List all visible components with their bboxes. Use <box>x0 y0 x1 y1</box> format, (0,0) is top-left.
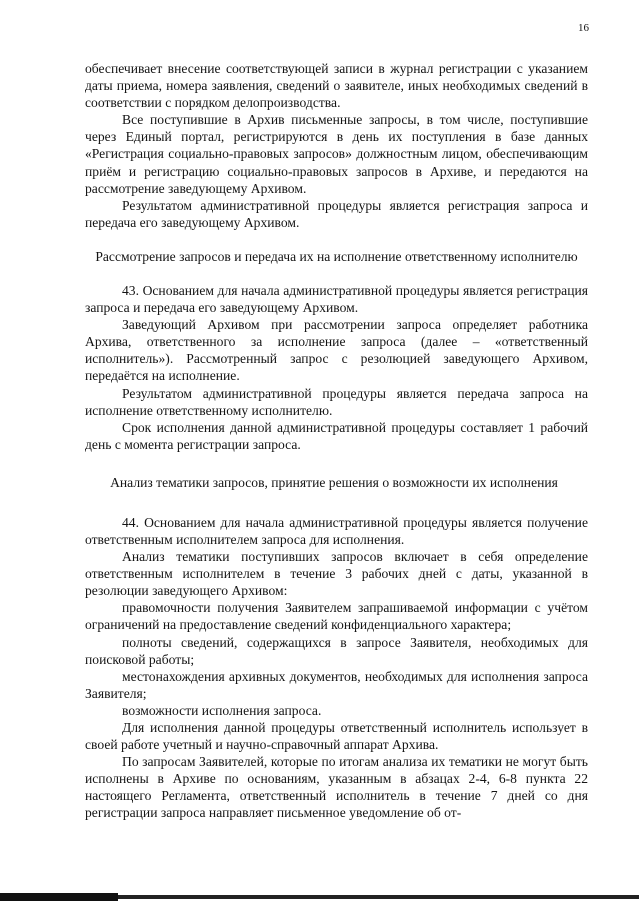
paragraph-item-43: 43. Основанием для начала административной процедуры является регистрация запроса и передача его заведующему Архивом. <box>85 282 588 316</box>
scan-edge-bar-thin <box>118 895 639 899</box>
paragraph-review-result: Результатом административной процедуры является передача запроса на исполнение ответственному исполнителю. <box>85 385 588 418</box>
scan-edge-bar <box>0 893 639 901</box>
list-item-feasibility: возможности исполнения запроса. <box>122 702 322 718</box>
paragraph-registration: Все поступившие в Архив письменные запросы, в том числе, поступившие через Единый портал, регистрируются в день их поступления в базе данных «Регистрация социально-правовых запросов» должностным лицом, обеспечивающим приём и регистрацию социально-правовых запросов в Архиве, и передаются на рассмотрение заведующему Архивом. <box>85 112 588 196</box>
section-heading-analysis: Анализ тематики запросов, принятие решения о возможности их исполнения <box>110 474 558 490</box>
paragraph-item-44: 44. Основанием для начала административной процедуры является получение ответственным исполнителем запроса для исполнения. <box>85 514 588 547</box>
document-body <box>85 60 588 822</box>
paragraph-refusal-notice: По запросам Заявителей, которые по итогам анализа их тематики не могут быть исполнены в Архиве по основаниям, указанным в абзацах 2-4, 6-8 пункта 22 настоящего Регламента, ответственный исполнитель в течение 7 дней со дня регистрации запроса направляет письменное уведомление об от- <box>85 754 588 821</box>
paragraph-reference-apparatus: Для исполнения данной процедуры ответственный исполнитель использует в своей работе учетный и научно-справочный аппарат Архива. <box>85 720 588 753</box>
section-heading-review: Рассмотрение запросов и передача их на исполнение ответственному исполнителю <box>95 248 578 264</box>
paragraph-review-term: Срок исполнения данной административной процедуры составляет 1 рабочий день с момента регистрации запроса. <box>85 419 588 452</box>
scan-edge-bar-thick <box>0 893 118 901</box>
paragraph-registration-result: Результатом административной процедуры является регистрация запроса и передача его заведующему Архивом. <box>85 197 588 230</box>
paragraph-head-assigns: Заведующий Архивом при рассмотрении запроса определяет работника Архива, ответственного за исполнение запроса (далее – «ответственный исполнитель»). Рассмотренный запрос с резолюцией заведующего Архивом, передаётся на исполнение. <box>85 317 588 384</box>
paragraph-continuation: обеспечивает внесение соответствующей записи в журнал регистрации с указанием даты приема, номера заявления, сведений о заявителе, иных необходимых сведений в соответствии с порядком делопроизводства. <box>85 61 588 111</box>
list-item-location: местонахождения архивных документов, необходимых для исполнения запроса Заявителя; <box>85 668 588 701</box>
list-item-authority: правомочности получения Заявителем запрашиваемой информации с учётом ограничений на предоставление сведений конфиденциального характера; <box>85 600 588 633</box>
list-item-completeness: полноты сведений, содержащихся в запросе Заявителя, необходимых для поисковой работы; <box>85 634 588 667</box>
page-number: 16 <box>578 22 589 34</box>
paragraph-analysis-scope: Анализ тематики поступивших запросов включает в себя определение ответственным исполнителем в течение 3 рабочих дней с даты, указанной в резолюции заведующего Архивом: <box>85 549 588 599</box>
